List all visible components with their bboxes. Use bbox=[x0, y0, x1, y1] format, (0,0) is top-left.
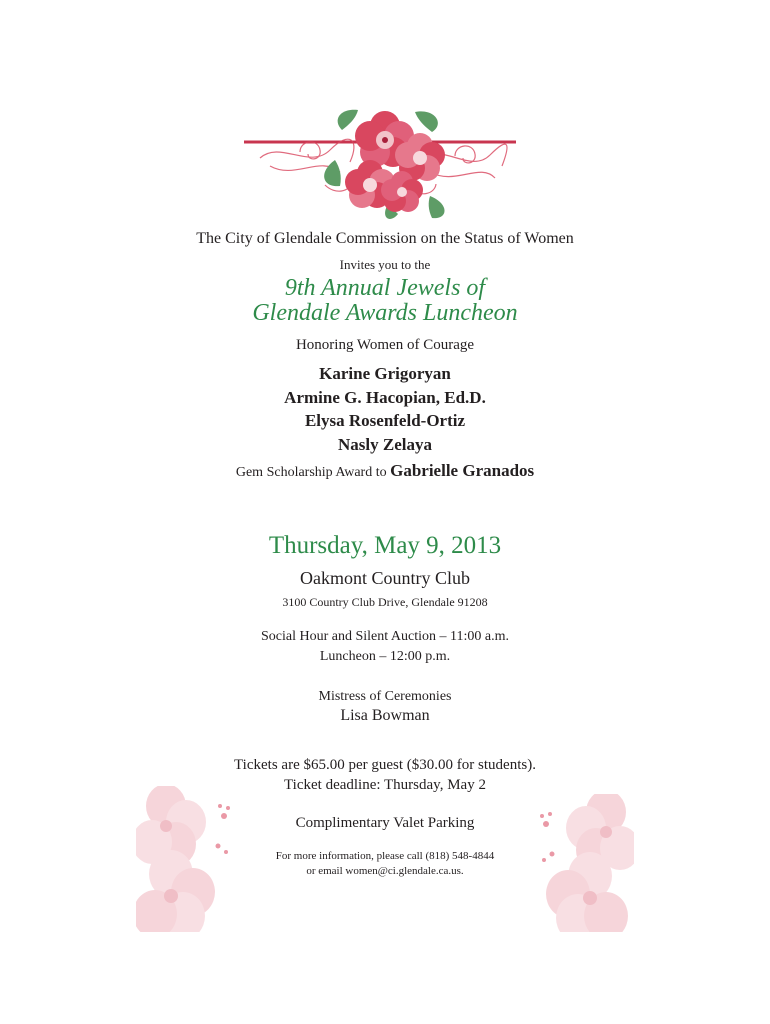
event-title-line2: Glendale Awards Luncheon bbox=[252, 300, 518, 326]
honoree-2: Armine G. Hacopian, Ed.D. bbox=[284, 388, 486, 407]
ticket-price: Tickets are $65.00 per guest ($30.00 for students). bbox=[234, 757, 536, 773]
host-line: The City of Glendale Commission on the Status of Women bbox=[196, 230, 574, 247]
hibiscus-header-icon bbox=[240, 100, 520, 225]
scholarship-recipient: Gabrielle Granados bbox=[390, 461, 535, 480]
contact-email[interactable]: or email women@ci.glendale.ca.us. bbox=[306, 865, 464, 877]
hibiscus-corner-right-icon bbox=[534, 794, 634, 932]
valet-parking: Complimentary Valet Parking bbox=[295, 815, 475, 831]
event-title-line1: 9th Annual Jewels of bbox=[284, 275, 486, 301]
scholarship-prefix: Gem Scholarship Award to bbox=[235, 465, 387, 480]
honoree-1: Karine Grigoryan bbox=[319, 364, 451, 383]
venue-name: Oakmont Country Club bbox=[300, 568, 470, 588]
scholarship-line bbox=[0, 462, 770, 480]
invites-line: Invites you to the bbox=[339, 257, 431, 272]
mc-label: Mistress of Ceremonies bbox=[318, 689, 452, 704]
event-date: Thursday, May 9, 2013 bbox=[268, 532, 502, 559]
mc-name: Lisa Bowman bbox=[340, 707, 430, 724]
venue-address: 3100 Country Club Drive, Glendale 91208 bbox=[282, 595, 488, 609]
honoring-line: Honoring Women of Courage bbox=[295, 337, 475, 353]
honoree-3: Elysa Rosenfeld-Ortiz bbox=[304, 411, 466, 430]
schedule-luncheon: Luncheon – 12:00 p.m. bbox=[319, 649, 451, 664]
contact-phone: For more information, please call (818) 548-4844 bbox=[275, 850, 495, 862]
ticket-deadline: Ticket deadline: Thursday, May 2 bbox=[284, 777, 486, 793]
schedule-social-hour: Social Hour and Silent Auction – 11:00 a.m. bbox=[261, 629, 509, 644]
honoree-4: Nasly Zelaya bbox=[338, 435, 432, 454]
